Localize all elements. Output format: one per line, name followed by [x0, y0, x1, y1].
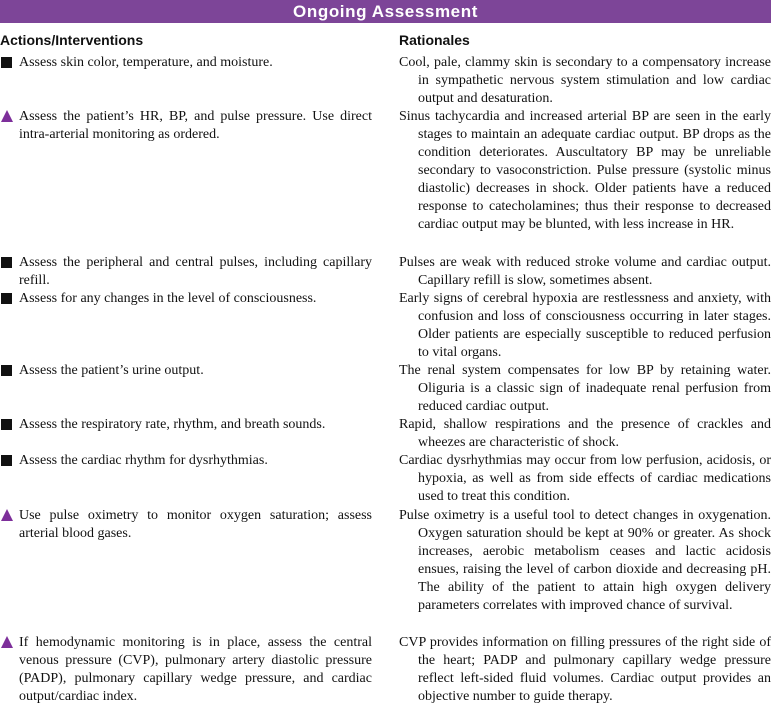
action-cell	[0, 507, 372, 543]
triangle-bullet-icon	[1, 110, 13, 122]
action-cell	[0, 290, 372, 308]
action-cell	[0, 254, 372, 290]
action-cell	[0, 634, 372, 706]
rationale-text: Pulses are weak with reduced stroke volume and cardiac output. Capillary refill is slow, sometimes absent.	[399, 255, 771, 288]
action-text: Assess for any changes in the level of consciousness.	[19, 291, 317, 306]
rationale-text: Early signs of cerebral hypoxia are restlessness and anxiety, with confusion and loss of consciousness occurring in later stages. Older patients are especially susceptible to reduced perfusion to vital organs.	[399, 291, 771, 360]
action-cell	[0, 54, 372, 72]
square-bullet-icon	[1, 293, 12, 304]
action-cell	[0, 452, 372, 470]
square-bullet-icon	[1, 419, 12, 430]
triangle-bullet-icon	[1, 636, 13, 648]
rationale-text: Cool, pale, clammy skin is secondary to a compensatory increase in sympathetic nervous system stimulation and low cardiac output and desaturation.	[399, 55, 771, 106]
action-text: Assess skin color, temperature, and moisture.	[19, 55, 273, 70]
square-bullet-icon	[1, 57, 12, 68]
actions-column-header: Actions/Interventions	[0, 32, 144, 48]
action-text: Assess the patient’s HR, BP, and pulse pressure. Use direct intra-arterial monitoring as ordered.	[19, 109, 372, 142]
action-text: Assess the peripheral and central pulses, including capillary refill.	[19, 255, 372, 288]
action-text: If hemodynamic monitoring is in place, assess the central venous pressure (CVP), pulmonary artery diastolic pressure (PADP), pulmonary capillary wedge pressure, and cardiac output/cardiac index.	[19, 635, 372, 704]
rationale-text: The renal system compensates for low BP by retaining water. Oliguria is a classic sign of inadequate renal perfusion from reduced cardiac output.	[399, 363, 771, 414]
rationale-text: Cardiac dysrhythmias may occur from low perfusion, acidosis, or hypoxia, as well as from side effects of cardiac medications used to treat this condition.	[399, 453, 771, 504]
square-bullet-icon	[1, 365, 12, 376]
action-text: Use pulse oximetry to monitor oxygen saturation; assess arterial blood gases.	[19, 508, 372, 541]
rationales-column-header: Rationales	[399, 32, 470, 48]
section-banner: Ongoing Assessment	[0, 0, 771, 23]
action-cell	[0, 108, 372, 144]
square-bullet-icon	[1, 257, 12, 268]
square-bullet-icon	[1, 455, 12, 466]
rationale-text: Pulse oximetry is a useful tool to detect changes in oxygenation. Oxygen saturation should be kept at 90% or greater. As shock increases, aerobic metabolism ceases and lactic acidosis ensues, raising the level of carbon dioxide and decreasing pH. The ability of the patient to attain high oxygen delivery parameters correlates with improved chance of survival.	[399, 508, 771, 613]
rationale-text: Rapid, shallow respirations and the presence of crackles and wheezes are characteristic of shock.	[399, 417, 771, 450]
triangle-bullet-icon	[1, 509, 13, 521]
action-text: Assess the patient’s urine output.	[19, 363, 204, 378]
action-cell	[0, 416, 372, 434]
rationale-text: CVP provides information on filling pressures of the right side of the heart; PADP and pulmonary capillary wedge pressure reflect left-sided fluid volumes. Cardiac output provides an objective number to guide therapy.	[399, 635, 771, 704]
action-text: Assess the respiratory rate, rhythm, and breath sounds.	[19, 417, 326, 432]
action-cell	[0, 362, 372, 380]
action-text: Assess the cardiac rhythm for dysrhythmias.	[19, 453, 268, 468]
rationale-text: Sinus tachycardia and increased arterial BP are seen in the early stages to maintain an adequate cardiac output. BP drops as the condition deteriorates. Auscultatory BP may be unreliable secondary to vasoconstriction. Pulse pressure (systolic minus diastolic) decreases in shock. Older patients have a reduced response to catecholamines; thus their response to decreased cardiac output may be blunted, with less increase in HR.	[399, 109, 771, 232]
